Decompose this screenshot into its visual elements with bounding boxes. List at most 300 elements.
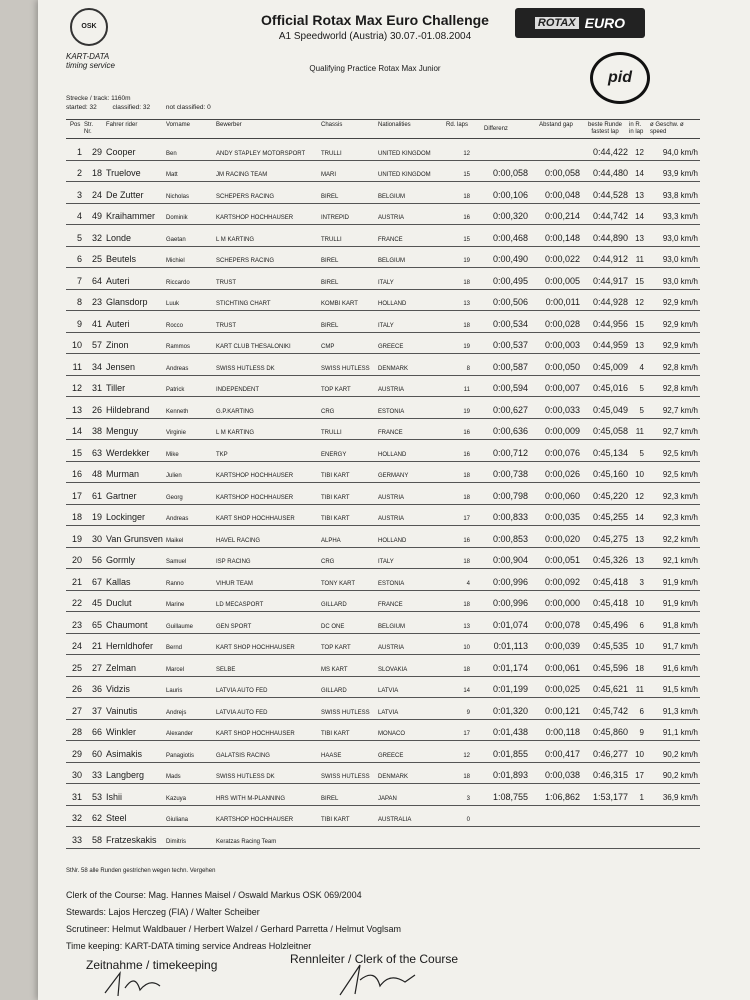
cell-nat: GERMANY	[378, 473, 409, 479]
cell-pos: 1	[76, 146, 82, 157]
cell-inlap: 15	[635, 276, 644, 286]
cell-nr: 37	[91, 705, 102, 716]
cell-gap: 0:00,003	[544, 340, 580, 350]
cell-first: Riccardo	[166, 279, 190, 286]
cell-laps: 16	[463, 537, 470, 544]
cell-first: Marine	[166, 602, 185, 608]
cell-first: Luuk	[166, 301, 180, 307]
cell-diff: 1:08,755	[492, 791, 528, 802]
cell-name: Tiller	[106, 383, 126, 393]
cell-inlap: 6	[639, 706, 644, 716]
cell-laps: 19	[463, 408, 470, 415]
kart-data-logo-text: KART-DATA timing service	[66, 52, 115, 70]
cell-inlap: 10	[635, 599, 644, 608]
cell-first: Michiel	[166, 258, 185, 264]
cell-pos: 25	[71, 662, 82, 673]
cell-gap: 0:00,033	[544, 404, 580, 415]
cell-gap: 0:00,025	[544, 684, 580, 694]
cell-speed: 92,8 km/h	[662, 384, 698, 393]
cell-speed: 93,0 km/h	[662, 255, 698, 264]
cell-nat: LATVIA	[378, 688, 399, 694]
cell-laps: 11	[463, 387, 470, 393]
cell-speed: 93,3 km/h	[662, 212, 698, 221]
cell-name: Asimakis	[106, 748, 143, 759]
cell-inlap: 4	[639, 362, 644, 372]
cell-name: Fratzeskakis	[106, 834, 157, 845]
cell-laps: 18	[463, 322, 470, 329]
cell-pos: 17	[71, 490, 82, 501]
cell-first: Bernd	[166, 645, 183, 651]
cell-pos: 4	[76, 211, 82, 221]
cell-chassis: CMP	[321, 344, 335, 350]
cell-best: 0:44,422	[592, 146, 628, 157]
cell-speed: 92,9 km/h	[662, 298, 698, 307]
table-row	[66, 203, 700, 226]
cell-first: Kazuya	[166, 795, 187, 802]
cell-chassis: TIBI KART	[321, 494, 350, 501]
cell-first: Rammos	[166, 344, 191, 350]
cell-pos: 2	[76, 168, 82, 178]
cell-laps: 18	[463, 473, 470, 479]
cell-team: JM RACING TEAM	[216, 172, 268, 178]
cell-inlap: 17	[635, 771, 644, 780]
col-first: Vorname	[166, 122, 191, 128]
cell-laps: 18	[463, 774, 470, 780]
cell-best: 0:45,220	[592, 490, 628, 501]
cell-nr: 29	[91, 146, 102, 157]
cell-nr: 26	[91, 404, 102, 415]
cell-nr: 60	[91, 748, 102, 759]
table-row	[66, 267, 700, 290]
cell-diff: 0:01,855	[492, 748, 528, 759]
cell-best: 0:45,275	[592, 533, 628, 544]
cell-inlap: 14	[635, 212, 644, 221]
cell-first: Rocco	[166, 322, 184, 329]
cell-inlap: 9	[639, 728, 644, 737]
rotax-euro-logo	[515, 8, 645, 38]
cell-first: Georg	[166, 494, 183, 501]
cell-inlap: 14	[635, 169, 644, 178]
cell-first: Nicholas	[166, 193, 190, 200]
cell-diff: 0:00,468	[492, 232, 528, 243]
table-row	[66, 590, 700, 613]
table-row	[66, 676, 700, 699]
cell-gap: 0:00,022	[544, 254, 580, 264]
cell-team: SCHEPERS RACING	[216, 193, 275, 200]
table-row	[66, 654, 700, 677]
cell-diff: 0:00,506	[492, 297, 528, 307]
cell-speed: 94,0 km/h	[662, 147, 698, 157]
cell-nat: ITALY	[378, 322, 394, 329]
cell-nr: 63	[91, 447, 102, 458]
cell-chassis: GILLARD	[321, 602, 347, 608]
cell-gap: 0:00,051	[544, 555, 580, 565]
cell-speed: 92,2 km/h	[662, 534, 698, 544]
cell-inlap: 10	[635, 749, 644, 759]
cell-speed: 92,7 km/h	[662, 427, 698, 436]
cell-first: Ben	[166, 150, 177, 157]
cell-diff: 0:01,893	[492, 770, 528, 780]
cell-best: 0:44,890	[592, 232, 628, 243]
cell-nr: 49	[91, 211, 102, 221]
cell-speed: 92,3 km/h	[662, 491, 698, 501]
table-row	[66, 740, 700, 763]
cell-gap: 0:00,007	[544, 383, 580, 393]
cell-chassis: MARI	[321, 172, 336, 178]
cell-inlap: 13	[635, 556, 644, 565]
cell-best: 0:45,596	[592, 662, 628, 673]
cell-laps: 18	[463, 666, 470, 673]
cell-nat: AUSTRIA	[378, 645, 405, 651]
cell-gap: 0:00,020	[544, 533, 580, 544]
table-row	[66, 160, 700, 183]
cell-gap: 0:00,076	[544, 447, 580, 458]
signature-timekeeping	[100, 968, 180, 998]
cell-team: ISP RACING	[216, 559, 251, 565]
cell-chassis: TIBI KART	[321, 473, 350, 479]
cell-best: 0:45,860	[592, 727, 628, 737]
cell-chassis: BIREL	[321, 258, 339, 264]
cell-name: Cooper	[106, 146, 136, 157]
cell-pos: 22	[71, 598, 82, 608]
cell-team: KARTSHOP HOCHHAUSER	[216, 817, 294, 823]
table-row	[66, 719, 700, 742]
table-row	[66, 633, 700, 656]
cell-inlap: 5	[639, 384, 644, 393]
cell-best: 0:44,959	[592, 340, 628, 350]
cell-pos: 18	[71, 512, 82, 522]
cell-pos: 31	[71, 791, 82, 802]
cell-speed: 93,0 km/h	[662, 276, 698, 286]
col-gap: Abstand gap	[539, 122, 573, 128]
cell-pos: 9	[76, 318, 82, 329]
cell-diff: 0:00,798	[492, 490, 528, 501]
track-length: Strecke / track: 1160m	[66, 95, 131, 102]
cell-diff: 0:00,490	[492, 254, 528, 264]
cell-laps: 14	[463, 688, 470, 694]
cell-inlap: 12	[635, 491, 644, 501]
cell-nr: 31	[91, 383, 102, 393]
cell-team: KART SHOP HOCHHAUSER	[216, 516, 295, 522]
cell-diff: 0:00,537	[492, 340, 528, 350]
cell-nat: DENMARK	[378, 774, 409, 780]
cell-inlap: 10	[635, 470, 644, 479]
cell-speed: 92,3 km/h	[662, 513, 698, 522]
kart-data-logo	[66, 52, 126, 74]
cell-chassis: MS KART	[321, 666, 348, 673]
cell-gap: 0:00,035	[544, 512, 580, 522]
table-row	[66, 805, 700, 828]
table-row	[66, 181, 700, 204]
cell-team: TRUST	[216, 322, 236, 329]
cell-pos: 26	[71, 684, 82, 694]
cell-inlap: 6	[639, 620, 644, 630]
cell-chassis: TOP KART	[321, 645, 351, 651]
cell-speed: 91,3 km/h	[662, 706, 698, 716]
cell-laps: 3	[466, 795, 470, 802]
table-row	[66, 826, 700, 849]
table-row	[66, 289, 700, 312]
cell-nat: AUSTRIA	[378, 215, 405, 221]
cell-pos: 30	[71, 770, 82, 780]
cell-team: ANDY STAPLEY MOTORSPORT	[216, 150, 306, 157]
cell-team: LATVIA AUTO FED	[216, 688, 268, 694]
cell-best: 0:45,255	[592, 512, 628, 522]
scrutineer-line: Scrutineer: Helmut Waldbauer / Herbert Walzel / Gerhard Parretta / Helmut Voglsam	[66, 924, 401, 934]
cell-chassis: TONY KART	[321, 580, 356, 587]
started-count: started: 32	[66, 104, 97, 111]
cell-inlap: 3	[639, 577, 644, 587]
cell-team: INDEPENDENT	[216, 387, 260, 393]
cell-inlap: 13	[635, 233, 644, 243]
cell-gap: 0:00,417	[544, 748, 580, 759]
cell-best: 0:45,009	[592, 361, 628, 372]
cell-diff: 0:01,438	[492, 727, 528, 737]
cell-nr: 18	[91, 168, 102, 178]
col-nr: Str. Nr.	[84, 122, 94, 135]
cell-pos: 21	[71, 576, 82, 587]
cell-gap: 0:00,050	[544, 361, 580, 372]
cell-nr: 27	[91, 662, 102, 673]
cell-pos: 5	[76, 232, 82, 243]
cell-name: Murman	[106, 469, 140, 479]
cell-speed: 92,5 km/h	[662, 470, 698, 479]
cell-speed: 91,9 km/h	[662, 577, 698, 587]
cell-laps: 13	[463, 301, 470, 307]
cell-laps: 12	[463, 752, 470, 759]
table-row	[66, 439, 700, 462]
cell-inlap: 18	[635, 663, 644, 673]
cell-best: 0:45,058	[592, 426, 628, 436]
event-venue: A1 Speedworld (Austria) 30.07.-01.08.2004	[278, 31, 472, 42]
table-row	[66, 697, 700, 720]
cell-name: Jensen	[106, 361, 136, 372]
cell-team: KARTSHOP HOCHHAUSER	[216, 215, 294, 221]
cell-best: 0:45,621	[592, 684, 628, 694]
cell-first: Guillaume	[166, 623, 194, 630]
cell-team: VIHUR TEAM	[216, 580, 253, 587]
cell-pos: 8	[76, 297, 82, 307]
cell-laps: 8	[466, 365, 470, 372]
cell-pos: 27	[71, 705, 82, 716]
cell-gap: 1:06,862	[544, 791, 580, 802]
cell-best: 0:45,535	[592, 641, 628, 651]
cell-inlap: 11	[635, 255, 644, 264]
col-nat: Nationalities	[378, 122, 411, 128]
cell-nat: UNITED KINGDOM	[378, 150, 431, 157]
cell-laps: 9	[466, 709, 470, 716]
cell-chassis: TRULLI	[321, 150, 342, 157]
cell-best: 0:44,528	[592, 189, 628, 200]
cell-inlap: 5	[639, 405, 644, 415]
osk-logo	[70, 8, 108, 46]
cell-first: Samuel	[166, 559, 187, 565]
cell-name: De Zutter	[106, 189, 144, 200]
cell-diff: 0:01,113	[493, 641, 528, 651]
cell-team: KART SHOP HOCHHAUSER	[216, 731, 295, 737]
cell-best: 0:46,315	[592, 770, 628, 780]
cell-nat: FRANCE	[378, 236, 403, 243]
cell-nat: AUSTRIA	[378, 516, 405, 522]
cell-gap: 0:00,009	[544, 426, 580, 436]
cell-first: Panagiotis	[166, 752, 195, 759]
cell-diff: 0:00,534	[492, 318, 528, 329]
cell-nr: 62	[91, 813, 102, 823]
cell-gap: 0:00,092	[544, 576, 580, 587]
cell-nat: FRANCE	[378, 430, 403, 436]
cell-laps: 18	[463, 559, 470, 565]
cell-inlap: 12	[635, 147, 644, 157]
cell-speed: 91,8 km/h	[662, 620, 698, 630]
cell-speed: 91,7 km/h	[662, 642, 698, 651]
col-best: beste Runde fastest lap	[587, 122, 623, 135]
cell-nat: LATVIA	[378, 709, 399, 716]
cell-team: SWISS HUTLESS DK	[216, 774, 275, 780]
cell-speed: 93,9 km/h	[662, 169, 698, 178]
cell-name: Hernldhofer	[106, 641, 154, 651]
table-row	[66, 224, 700, 247]
cell-nat: GREECE	[378, 752, 404, 759]
cell-name: Vidzis	[106, 684, 130, 694]
cell-nr: 57	[91, 340, 102, 350]
table-row	[66, 504, 700, 527]
col-team: Bewerber	[216, 122, 242, 128]
cell-diff: 0:01,174	[492, 662, 528, 673]
cell-chassis: KOMBI KART	[321, 301, 358, 307]
cell-pos: 33	[71, 834, 82, 845]
cell-first: Marcel	[166, 666, 185, 673]
cell-name: Zinon	[106, 340, 129, 350]
cell-chassis: TIBI KART	[321, 817, 350, 823]
cell-laps: 10	[463, 645, 470, 651]
cell-name: Lockinger	[106, 512, 146, 522]
cell-inlap: 5	[639, 448, 644, 458]
cell-gap: 0:00,121	[544, 705, 580, 716]
cell-nr: 23	[91, 297, 102, 307]
cell-first: Giuliana	[166, 817, 189, 823]
cell-name: Langberg	[106, 770, 145, 780]
cell-team: HAVEL RACING	[216, 537, 261, 544]
cell-team: L M KARTING	[216, 430, 255, 436]
cell-nr: 36	[91, 684, 102, 694]
cell-diff: 0:00,996	[492, 598, 528, 608]
cell-chassis: DC ONE	[321, 623, 345, 630]
cell-pos: 7	[76, 275, 82, 286]
cell-first: Mads	[166, 774, 181, 780]
cell-first: Alexander	[166, 731, 194, 737]
table-row	[66, 568, 700, 591]
cell-first: Mike	[166, 451, 179, 458]
cell-name: Beutels	[106, 254, 137, 264]
cell-diff: 0:01,199	[492, 684, 528, 694]
cell-inlap: 14	[635, 513, 644, 522]
cell-gap: 0:00,048	[544, 189, 580, 200]
cell-speed: 90,2 km/h	[662, 771, 698, 780]
cell-name: Kallas	[106, 576, 131, 587]
cell-nat: GREECE	[378, 344, 404, 350]
cell-name: Londe	[106, 232, 132, 243]
cell-first: Julien	[166, 473, 182, 479]
cell-nat: MONACO	[378, 731, 405, 737]
cell-chassis: TIBI KART	[321, 731, 350, 737]
cell-first: Andreas	[166, 365, 189, 372]
cell-best: 0:45,016	[592, 383, 628, 393]
cell-nat: BELGIUM	[378, 258, 406, 264]
cell-first: Dimitris	[166, 838, 186, 845]
cell-pos: 13	[71, 404, 82, 415]
cell-chassis: CRG	[321, 559, 335, 565]
session-name: Qualifying Practice Rotax Max Junior	[309, 64, 441, 73]
cell-pos: 20	[71, 555, 82, 565]
cell-best: 0:45,742	[592, 705, 628, 716]
cell-nr: 64	[91, 275, 102, 286]
cell-diff: 0:00,495	[492, 275, 528, 286]
cell-gap: 0:00,026	[544, 469, 580, 479]
col-laps: Rd. laps	[446, 122, 469, 128]
cell-laps: 16	[463, 215, 470, 221]
col-pos: Pos	[70, 122, 81, 128]
cell-speed: 92,9 km/h	[662, 319, 698, 329]
cell-nr: 53	[91, 791, 102, 802]
euro-logo-text: EURO	[584, 15, 626, 31]
cell-chassis: BIREL	[321, 193, 339, 200]
cell-name: Ishii	[106, 791, 123, 802]
table-row	[66, 138, 700, 161]
cell-inlap: 13	[635, 341, 644, 350]
cell-first: Kenneth	[166, 408, 189, 415]
cell-team: STICHTING CHART	[216, 301, 271, 307]
cell-chassis: TOP KART	[321, 387, 351, 393]
cell-name: Auteri	[106, 318, 130, 329]
cell-diff: 0:00,636	[492, 426, 528, 436]
table-row	[66, 396, 700, 419]
cell-team: LATVIA AUTO FED	[216, 709, 268, 716]
cell-name: Auteri	[106, 275, 130, 286]
cell-best: 0:45,418	[592, 576, 628, 587]
table-row	[66, 762, 700, 785]
cell-nr: 65	[91, 619, 102, 630]
cell-team: L M KARTING	[216, 236, 255, 243]
cell-first: Maikel	[166, 537, 184, 544]
cell-speed: 93,0 km/h	[662, 233, 698, 243]
table-row	[66, 611, 700, 634]
col-diff: Differenz	[484, 126, 508, 132]
table-row	[66, 375, 700, 398]
cell-gap: 0:00,039	[544, 641, 580, 651]
table-row	[66, 783, 700, 806]
cell-diff: 0:00,058	[492, 168, 528, 178]
cell-pos: 32	[71, 813, 82, 823]
cell-chassis: SWISS HUTLESS	[321, 774, 370, 780]
disqualification-note: StNr. 58 alle Runden gestrichen wegen techn. Vergehen	[66, 868, 216, 874]
osk-logo-text: OSK	[81, 23, 97, 30]
cell-first: Gaetan	[166, 236, 186, 243]
rotax-logo-text: ROTAX	[535, 17, 579, 29]
cell-chassis: ALPHA	[321, 537, 341, 544]
cell-name: Duclut	[106, 598, 132, 608]
cell-chassis: INTREPID	[321, 215, 350, 221]
cell-team: HRS WITH M-PLANNING	[216, 795, 285, 802]
cell-nr: 24	[91, 189, 102, 200]
cell-inlap: 12	[635, 298, 644, 307]
cell-name: Van Grunsven	[106, 533, 163, 544]
cell-nr: 56	[91, 555, 102, 565]
cell-diff: 0:00,320	[492, 211, 528, 221]
cell-diff: 0:00,587	[492, 361, 528, 372]
cell-nr: 66	[91, 727, 102, 737]
table-row	[66, 332, 700, 355]
cell-nr: 67	[91, 576, 102, 587]
